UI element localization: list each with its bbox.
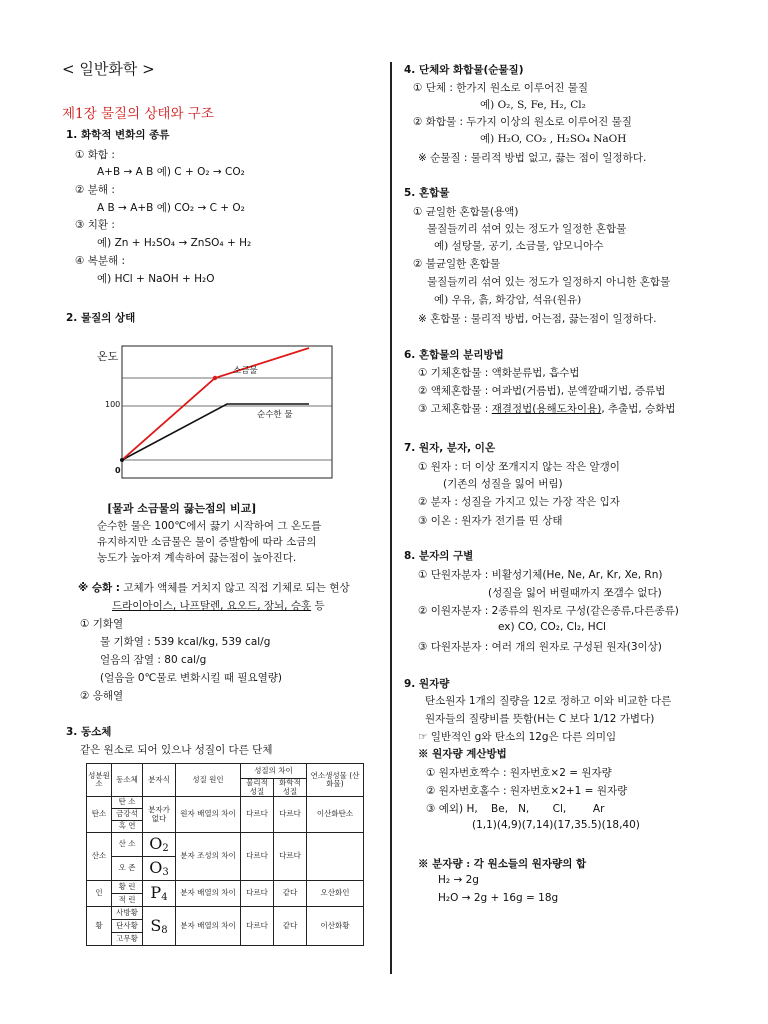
section-2-heading: 2. 물질의 상태: [66, 312, 136, 324]
cell-allotrope: 산 소: [112, 833, 143, 857]
s5-line-1a: 물질들끼리 섞여 있는 정도가 일정한 혼합물: [427, 223, 627, 235]
chart-para-3: 농도가 높아져 계속하여 끓는점이 높아진다.: [97, 552, 297, 564]
s9-mol-1: H₂ → 2g: [438, 874, 479, 886]
th-element: 성분원소: [87, 764, 112, 797]
s9-para-2: 원자들의 질량비를 뜻함(H는 C 보다 1/12 가볍다): [425, 713, 655, 725]
th-formula: 분자식: [143, 764, 176, 797]
chart-frame: [122, 346, 332, 478]
cell-element: 황: [87, 907, 112, 946]
th-allotrope: 동소체: [112, 764, 143, 797]
section-5-heading: 5. 혼합물: [404, 187, 450, 199]
document-title: < 일반화학 >: [62, 60, 155, 78]
s7-line-2: ② 분자 : 성질을 가지고 있는 가장 작은 입자: [418, 496, 620, 508]
th-difference: 성질의 차이: [241, 764, 307, 779]
column-divider: [390, 62, 392, 974]
chart-label-pure-water: 순수한 물: [257, 410, 293, 420]
origin-point: [120, 458, 124, 462]
s6-line-3-tail: , 추출법, 승화법: [601, 403, 676, 415]
section-3-heading: 3. 동소체: [66, 726, 112, 738]
cell-chemical: 다르다: [274, 833, 307, 881]
s5-line-3: ※ 혼합물 : 물리적 방법, 어는점, 끓는점이 일정하다.: [418, 313, 657, 325]
cell-product: 이산화탄소: [307, 797, 364, 833]
s7-line-3: ③ 이온 : 원자가 전기를 띤 상태: [418, 515, 563, 527]
cell-reason: 분자 배열의 차이: [176, 881, 241, 907]
s4-line-2-example: 예) H₂O, CO₂ , H₂SO₄ NaOH: [480, 133, 627, 145]
sublimation-examples: 드라이아이스, 나프탈렌, 요오드, 장뇌, 승홍: [112, 600, 312, 612]
chapter-title: 제1장 물질의 상태와 구조: [62, 106, 214, 122]
th-physical: 물리적 성질: [241, 779, 274, 797]
cell-physical: 다르다: [241, 833, 274, 881]
s6-line-3-lead: ③ 고체혼합물 :: [418, 403, 489, 415]
cell-allotrope: 단사황: [112, 920, 143, 933]
section-6-heading: 6. 혼합물의 분리방법: [404, 349, 504, 361]
cell-physical: 다르다: [241, 907, 274, 946]
s6-line-1: ① 기체혼합물 : 액화분류법, 흡수법: [418, 367, 580, 379]
th-reason: 성질 원인: [176, 764, 241, 797]
s7-line-1a: (기존의 성질을 잃어 버림): [443, 478, 563, 490]
s9-calc-3: ③ 예외) H, Be, N, Cl, Ar: [426, 803, 605, 815]
allotrope-table: [86, 763, 364, 946]
s8-line-2: ② 이원자분자 : 2종류의 원자로 구성(같은종류,다른종류): [418, 605, 679, 617]
s1-item-2-detail: A B → A+B 예) CO₂ → C + O₂: [97, 202, 245, 214]
cell-allotrope: 흑 연: [112, 821, 143, 833]
table-row: [87, 833, 364, 857]
th-product: 연소생성물 (산화물): [307, 764, 364, 797]
heat-1b: 얼음의 잠열 : 80 cal/g: [100, 654, 207, 666]
cell-formula-s8: $S_8$: [143, 907, 176, 946]
cell-formula-o3: $O_3$: [143, 857, 176, 881]
section-8-heading: 8. 분자의 구별: [404, 550, 474, 562]
sublimation-tail: 등: [314, 600, 325, 612]
cell-formula: 분자가 없다: [143, 797, 176, 833]
s9-para-3: ☞ 일반적인 g와 탄소의 12g은 다른 의미임: [418, 731, 617, 743]
sublimation-examples-line: [112, 598, 325, 613]
s5-line-1b: 예) 설탕물, 공기, 소금물, 암모니아수: [434, 240, 604, 252]
s5-line-2: ② 불균일한 혼합물: [413, 258, 501, 270]
table-row: [87, 881, 364, 894]
s8-line-1a: (성질을 잃어 버릴때까지 쪼갬수 없다): [488, 587, 662, 599]
th-chemical: 화학적 성질: [274, 779, 307, 797]
chart-label-saltwater: 소금물: [233, 366, 258, 376]
s4-line-1: ① 단체 : 한가지 원소로 이루어진 물질: [413, 82, 588, 94]
sublimation-line: [78, 580, 350, 595]
saltwater-point: [213, 376, 217, 380]
cell-element: 인: [87, 881, 112, 907]
s9-molecular-heading: ※ 분자량 : 각 원소들의 원자량의 합: [418, 858, 587, 870]
cell-chemical: 같다: [274, 907, 307, 946]
cell-physical: 다르다: [241, 881, 274, 907]
cell-reason: 분자 조성의 차이: [176, 833, 241, 881]
cell-product: 오산화인: [307, 881, 364, 907]
cell-allotrope: 금강석: [112, 809, 143, 821]
table-row: [87, 797, 364, 809]
s5-line-1: ① 균일한 혼합물(용액): [413, 206, 519, 218]
heat-2: ② 응해열: [80, 690, 124, 702]
cell-chemical: 다르다: [274, 797, 307, 833]
section-7-heading: 7. 원자, 분자, 이온: [404, 442, 496, 454]
s1-item-1-detail: A+B → A B 예) C + O₂ → CO₂: [97, 166, 245, 178]
cell-physical: 다르다: [241, 797, 274, 833]
s1-item-4-label: ④ 복분해 :: [75, 255, 126, 267]
s9-calc-3a: (1,1)(4,9)(7,14)(17,35.5)(18,40): [472, 819, 640, 831]
heat-1a: 물 기화열 : 539 kcal/kg, 539 cal/g: [100, 636, 271, 648]
cell-product: 이산화황: [307, 907, 364, 946]
cell-reason: 원자 배열의 차이: [176, 797, 241, 833]
cell-formula-o2: $O_2$: [143, 833, 176, 857]
chart-tick-100: 100: [105, 400, 121, 409]
s1-item-2-label: ② 분해 :: [75, 184, 115, 196]
s6-line-3-underlined: 재결정법(용해도차이용): [491, 403, 602, 415]
section-3-desc: 같은 원소로 되어 있으나 성질이 다른 단체: [80, 744, 273, 756]
cell-allotrope: 탄 소: [112, 797, 143, 809]
s9-calc-heading: ※ 원자량 계산방법: [418, 748, 507, 760]
heat-1c: (얼음을 0℃물로 변화시킬 때 필요열량): [100, 672, 283, 684]
cell-chemical: 같다: [274, 881, 307, 907]
cell-formula-p4: $P_4$: [143, 881, 176, 907]
cell-product: [307, 833, 364, 881]
s8-line-1: ① 단원자분자 : 비활성기체(He, Ne, Ar, Kr, Xe, Rn): [418, 569, 663, 581]
s9-mol-2: H₂O → 2g + 16g = 18g: [438, 892, 559, 904]
s1-item-3-label: ③ 치환 :: [75, 219, 115, 231]
s6-line-2: ② 액체혼합물 : 여과법(거름법), 분액깔때기법, 증류법: [418, 385, 666, 397]
cell-allotrope: 황 린: [112, 881, 143, 894]
s9-calc-2: ② 원자번호홀수 : 원자번호×2+1 = 원자량: [426, 785, 628, 797]
s4-line-2: ② 화합물 : 두가지 이상의 원소로 이루어진 물질: [413, 116, 632, 128]
s1-item-4-detail: 예) HCl + NaOH + H₂O: [97, 273, 215, 285]
heat-1: ① 기화열: [80, 618, 124, 630]
chart-caption: [물과 소금물의 끓는점의 비교]: [107, 502, 257, 515]
s5-line-2a: 물질들끼리 섞여 있는 정도가 일정하지 아니한 혼합물: [427, 276, 671, 288]
s9-calc-1: ① 원자번호짝수 : 원자번호×2 = 원자량: [426, 767, 612, 779]
section-1-heading: 1. 화학적 변화의 종류: [66, 129, 170, 141]
s6-line-3: [418, 401, 676, 416]
s7-line-1: ① 원자 : 더 이상 쪼개지지 않는 작은 알갱이: [418, 461, 620, 473]
cell-allotrope: 고무황: [112, 933, 143, 946]
s8-line-2a: ex) CO, CO₂, Cl₂, HCl: [498, 621, 606, 633]
s8-line-3: ③ 다원자분자 : 여러 개의 원자로 구성된 원자(3이상): [418, 641, 662, 653]
section-4-heading: 4. 단체와 화합물(순물질): [404, 64, 524, 76]
chart-tick-0: 0: [115, 466, 121, 475]
cell-allotrope: 오 존: [112, 857, 143, 881]
cell-allotrope: 사방황: [112, 907, 143, 920]
cell-element: 산소: [87, 833, 112, 881]
chart-para-1: 순수한 물은 100℃에서 끓기 시작하여 그 온도를: [97, 520, 322, 532]
cell-allotrope: 적 린: [112, 894, 143, 907]
s4-line-3: ※ 순물질 : 물리적 방법 없고, 끓는 점이 일정하다.: [418, 152, 647, 164]
section-9-heading: 9. 원자량: [404, 678, 450, 690]
sublimation-lead: ※ 승화 :: [78, 582, 121, 594]
cell-reason: 분자 배열의 차이: [176, 907, 241, 946]
cell-element: 탄소: [87, 797, 112, 833]
s5-line-2b: 예) 우유, 흙, 화강암, 석유(원유): [434, 294, 582, 306]
boiling-point-chart: [97, 342, 337, 482]
table-row: [87, 907, 364, 920]
chart-para-2: 유지하지만 소금물은 물이 증발함에 따라 소금의: [97, 536, 317, 548]
chart-ylabel: 온도: [97, 350, 119, 363]
s9-para-1: 탄소원자 1개의 질량을 12로 정하고 이와 비교한 다른: [425, 695, 672, 707]
sublimation-text: 고체가 액체를 거치지 않고 직접 기체로 되는 현상: [123, 582, 350, 594]
s4-line-1-example: 예) O₂, S, Fe, H₂, Cl₂: [480, 99, 586, 111]
s1-item-3-detail: 예) Zn + H₂SO₄ → ZnSO₄ + H₂: [97, 237, 252, 249]
s1-item-1-label: ① 화합 :: [75, 149, 115, 161]
